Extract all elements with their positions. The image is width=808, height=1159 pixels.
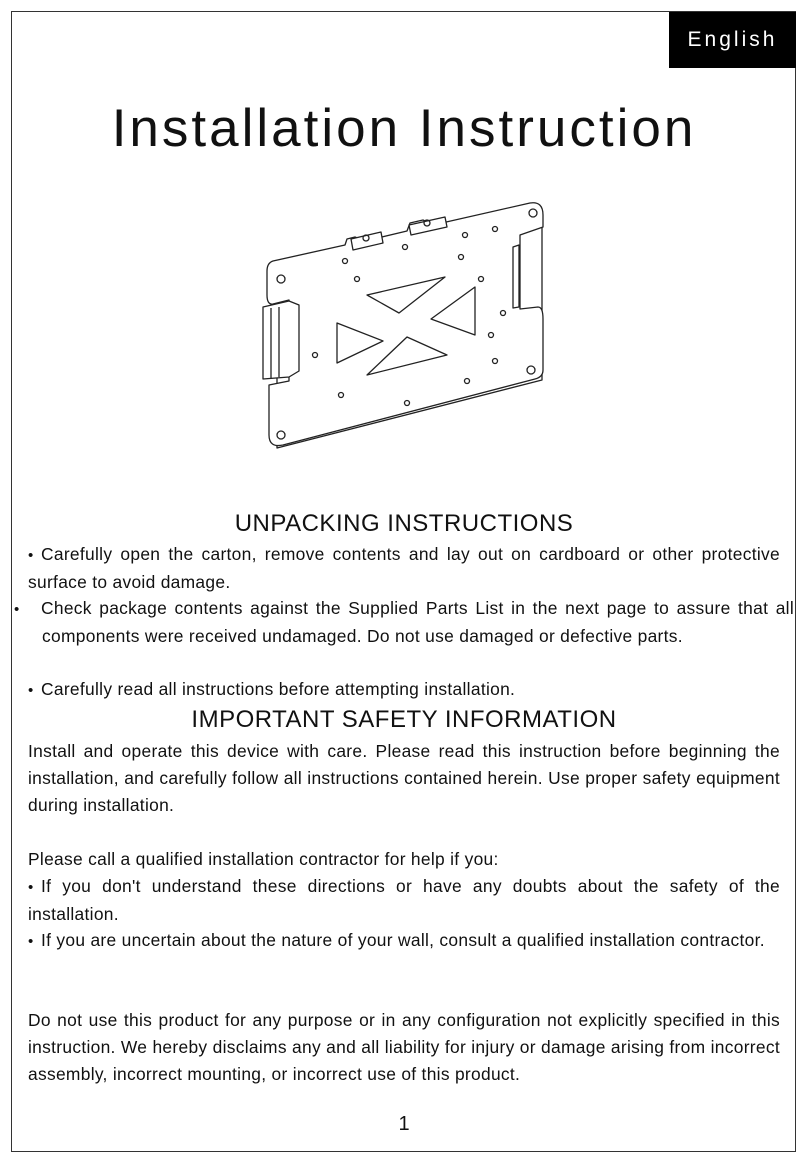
unpacking-item-3: • Carefully read all instructions before attempting installation. [28, 676, 780, 704]
page-number: 1 [398, 1113, 410, 1135]
unpacking-item-1: • Carefully open the carton, remove contents and lay out on cardboard or other protective surface to avoid damage. [28, 541, 780, 596]
safety-intro: Install and operate this device with care. Please read this instruction before beginning the installation, and carefully follow all instructions contained herein. Use proper safety equipment during installation. [28, 741, 780, 815]
safety-item-1: • If you don't understand these directions or have any doubts about the safety of the installation. [28, 873, 780, 928]
wall-mount-bracket-drawing [255, 195, 555, 460]
safety-heading: IMPORTANT SAFETY INFORMATION [191, 706, 617, 733]
disclaimer-paragraph: Do not use this product for any purpose or in any configuration not explicitly specified in this instruction. We hereby disclaims any and all liability for injury or damage arising from incorrect assembly, incorrect mounting, or incorrect use of this product. [28, 1010, 780, 1084]
page-title: Installation Instruction [111, 99, 697, 158]
language-tab: English [669, 12, 796, 68]
safety-call-lead: Please call a qualified installation contractor for help if you: [28, 849, 499, 869]
safety-item-2: • If you are uncertain about the nature of your wall, consult a qualified installation contractor. [28, 927, 780, 955]
unpacking-heading: UNPACKING INSTRUCTIONS [234, 510, 574, 537]
unpacking-item-2: • Check package contents against the Supplied Parts List in the next page to assure that all components were received undamaged. Do not use damaged or defective parts. [28, 595, 794, 650]
